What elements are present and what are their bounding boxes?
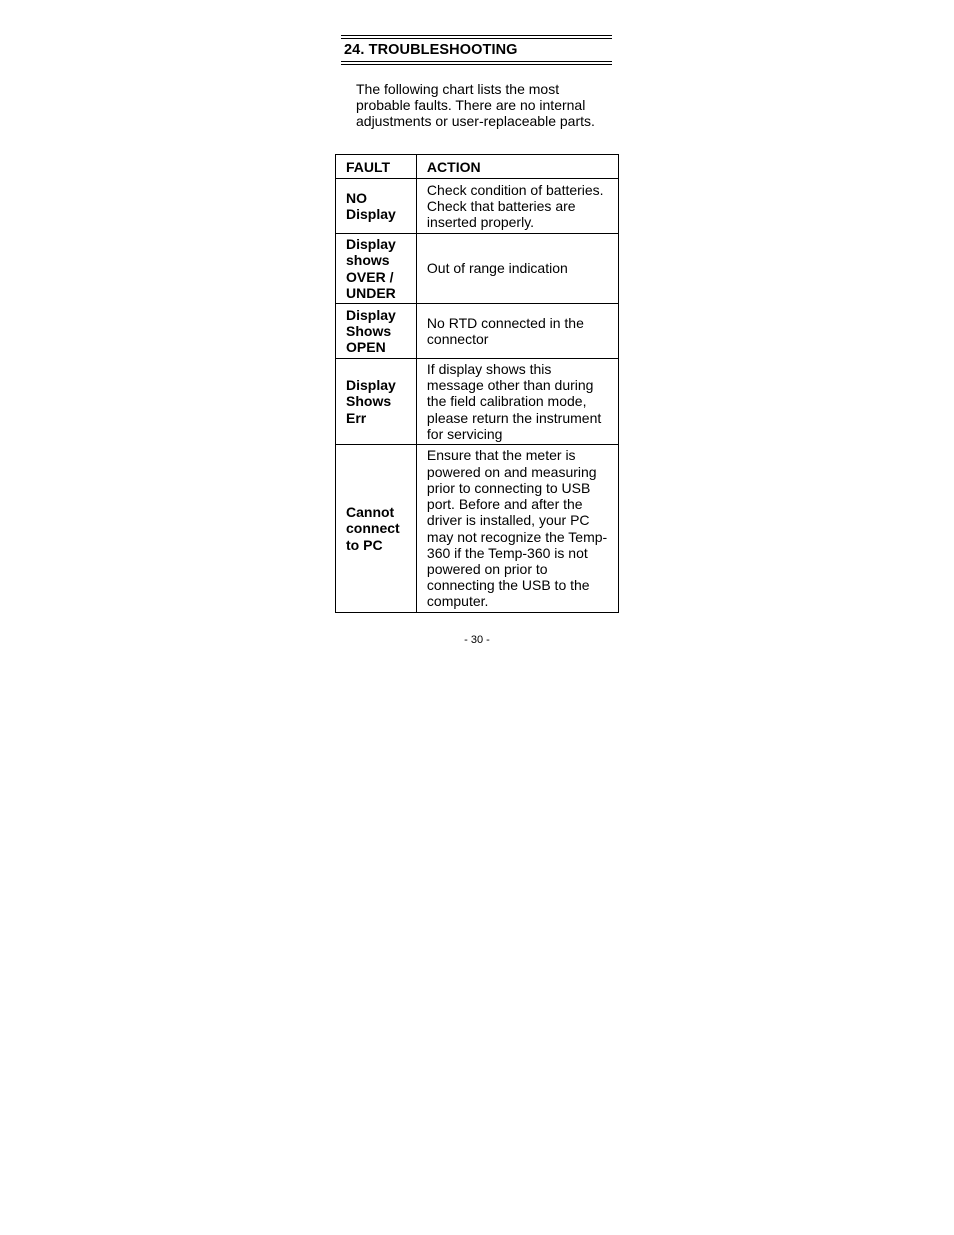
- action-column-header: ACTION: [416, 155, 618, 179]
- action-cell: Ensure that the meter is powered on and measuring prior to connecting to USB port. Before and after the driver is installed, your PC may not recognize the Temp-360 if the Temp-360 is not powered on prior to connecting the USB to the computer.: [416, 445, 618, 613]
- action-cell: If display shows this message other than during the field calibration mode, please return the instrument for servicing: [416, 359, 618, 445]
- fault-line: connect: [346, 520, 400, 537]
- page-number: - 30 -: [464, 634, 490, 646]
- fault-line: Display: [346, 377, 396, 394]
- fault-cell: [336, 304, 417, 359]
- fault-line: OPEN: [346, 339, 386, 356]
- troubleshooting-table: [335, 154, 619, 613]
- fault-line: Err: [346, 409, 367, 426]
- fault-cell: [336, 359, 417, 445]
- action-cell: Check condition of batteries. Check that batteries are inserted properly.: [416, 179, 618, 234]
- section-number: 24.: [344, 42, 365, 58]
- table-header-row: [336, 155, 619, 179]
- section-title-text: TROUBLESHOOTING: [368, 42, 518, 58]
- fault-line: Cannot: [346, 504, 395, 521]
- intro-paragraph: The following chart lists the most probable faults. There are no internal adjustments or user-replaceable parts.: [356, 81, 595, 130]
- fault-cell: [336, 445, 417, 613]
- table-row: [336, 179, 619, 234]
- fault-line: Display: [346, 236, 396, 253]
- section-heading: [341, 35, 612, 65]
- table-row: [336, 234, 619, 304]
- fault-line: NO: [346, 189, 367, 206]
- table-row: [336, 445, 619, 613]
- fault-cell: [336, 234, 417, 304]
- action-cell: Out of range indication: [416, 234, 618, 304]
- fault-line: to PC: [346, 536, 383, 553]
- fault-line: Display: [346, 306, 396, 323]
- section-title: [344, 42, 518, 58]
- fault-line: Shows: [346, 322, 392, 339]
- table-row: [336, 304, 619, 359]
- fault-line: UNDER: [346, 284, 396, 301]
- fault-line: shows: [346, 252, 390, 269]
- action-cell: No RTD connected in the connector: [416, 304, 618, 359]
- fault-line: Shows: [346, 393, 392, 410]
- fault-cell: [336, 179, 417, 234]
- table-row: [336, 359, 619, 445]
- fault-line: OVER /: [346, 268, 394, 285]
- fault-column-header: FAULT: [336, 155, 417, 179]
- fault-line: Display: [346, 206, 396, 222]
